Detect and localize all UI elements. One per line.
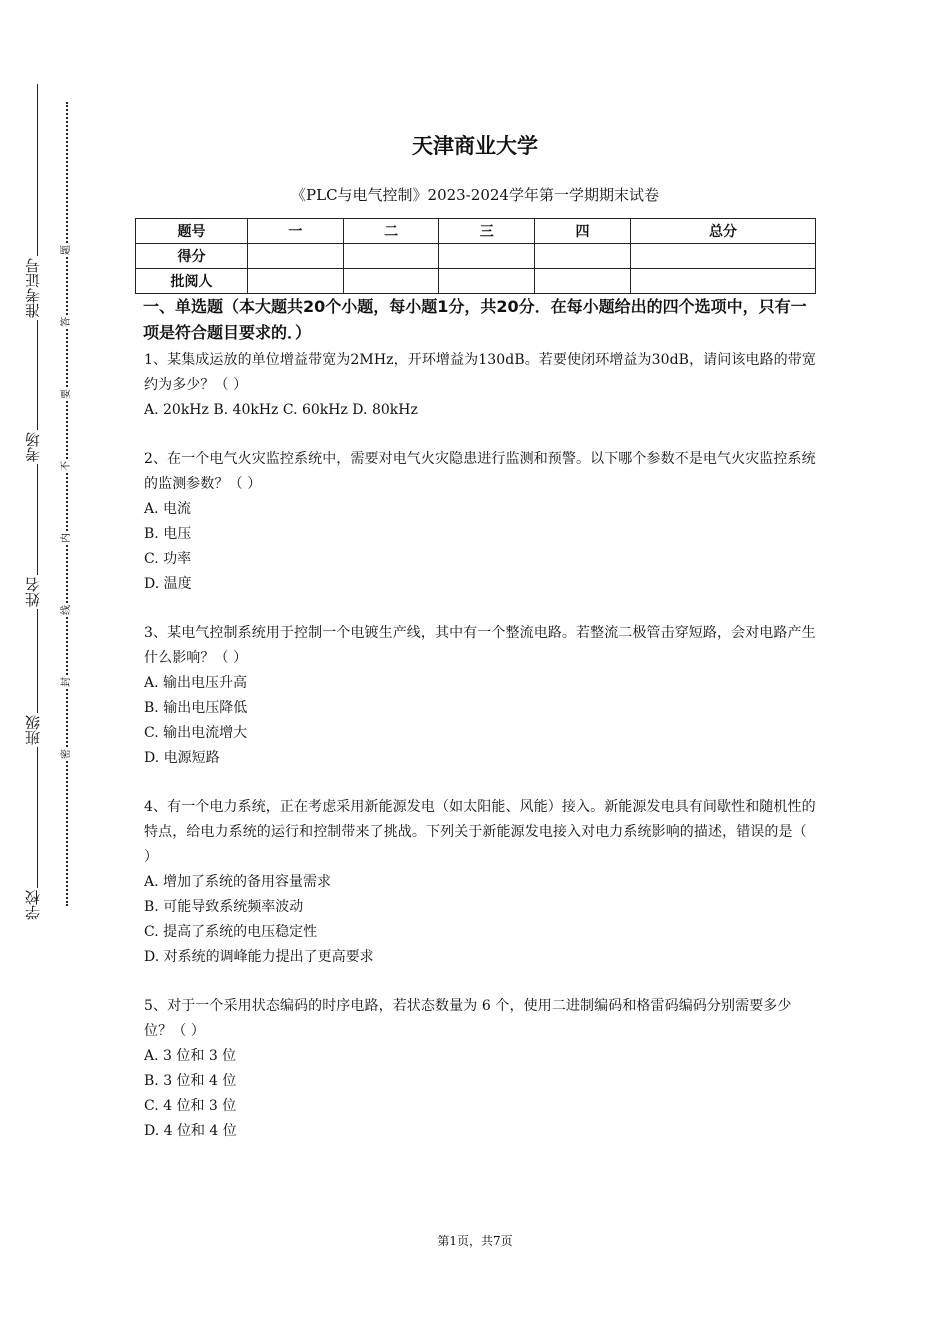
page-number: 第1页，共7页 — [437, 1234, 513, 1248]
table-header-cell: 总分 — [630, 219, 815, 244]
field-name-label: 姓名 — [22, 575, 52, 609]
score-cell[interactable] — [535, 244, 631, 269]
section-heading: 一、单选题（本大题共20个小题，每小题1分，共20分．在每小题给出的四个选项中，只有一项是符合题目要求的．） — [143, 297, 807, 342]
seal-char: 内 — [61, 533, 72, 543]
option-b: B. 输出电压降低 — [144, 700, 248, 716]
question-stem: 2、在一个电气火灾监控系统中，需要对电气火灾隐患进行监测和预警。以下哪个参数不是电气火灾监控系统的监测参数？（ ） — [144, 451, 816, 492]
score-table-header-row — [136, 219, 816, 244]
option-c: C. 提高了系统的电压稳定性 — [144, 924, 318, 940]
option-c: C. 4 位和 3 位 — [144, 1098, 237, 1114]
exam-subtitle: 《PLC与电气控制》2023-2024学年第一学期期末试卷 — [291, 186, 659, 204]
seal-char: 线 — [61, 605, 72, 615]
page-title: 天津商业大学 — [412, 134, 538, 158]
reviewer-row — [136, 269, 816, 294]
question-2 — [144, 447, 816, 597]
question-options: A. 20kHz B. 40kHz C. 60kHz D. 80kHz — [144, 402, 418, 418]
seal-char: 不 — [61, 461, 72, 471]
seal-char: 封 — [61, 677, 72, 687]
option-a: A. 3 位和 3 位 — [144, 1048, 237, 1064]
score-cell[interactable] — [439, 244, 535, 269]
seal-char: 密 — [61, 749, 72, 759]
option-a: A. 输出电压升高 — [144, 675, 248, 691]
reviewer-cell[interactable] — [343, 269, 439, 294]
field-exam-id-label: 准考证号 — [22, 256, 52, 320]
question-stem: 5、对于一个采用状态编码的时序电路，若状态数量为 6 个，使用二进制编码和格雷码编码分别需要多少位？（ ） — [144, 998, 792, 1039]
question-1 — [144, 348, 816, 423]
question-stem: 1、某集成运放的单位增益带宽为2MHz，开环增益为130dB。若要使闭环增益为30dB，请问该电路的带宽约为多少？（ ） — [144, 352, 816, 393]
seal-char: 答 — [61, 317, 72, 327]
binding-line — [37, 84, 38, 920]
question-4 — [144, 795, 816, 970]
table-header-cell: 二 — [343, 219, 439, 244]
question-stem: 4、有一个电力系统，正在考虑采用新能源发电（如太阳能、风能）接入。新能源发电具有间歇性和随机性的特点，给电力系统的运行和控制带来了挑战。下列关于新能源发电接入对电力系统影响的描述，错误的是（ ） — [144, 799, 816, 865]
field-exam-room-label: 考场 — [22, 430, 52, 464]
seal-char: 要 — [61, 389, 72, 399]
reviewer-cell[interactable] — [535, 269, 631, 294]
table-header-cell: 题号 — [136, 219, 248, 244]
seal-dotted-line — [66, 102, 68, 906]
score-row — [136, 244, 816, 269]
option-a: A. 增加了系统的备用容量需求 — [144, 874, 332, 890]
reviewer-cell[interactable] — [248, 269, 344, 294]
option-d: D. 电源短路 — [144, 750, 220, 766]
seal-char: 题 — [61, 245, 72, 255]
table-header-cell: 一 — [248, 219, 344, 244]
row-label: 得分 — [136, 244, 248, 269]
question-3 — [144, 621, 816, 771]
reviewer-cell[interactable] — [630, 269, 815, 294]
question-stem: 3、某电气控制系统用于控制一个电镀生产线，其中有一个整流电路。若整流二极管击穿短路，会对电路产生什么影响？（ ） — [144, 625, 816, 666]
table-header-cell: 三 — [439, 219, 535, 244]
field-school-label: 学校 — [22, 888, 52, 922]
option-d: D. 4 位和 4 位 — [144, 1123, 237, 1139]
option-b: B. 3 位和 4 位 — [144, 1073, 237, 1089]
exam-content — [144, 294, 816, 1144]
option-d: D. 对系统的调峰能力提出了更高要求 — [144, 949, 374, 965]
field-class-label: 班级 — [22, 713, 52, 747]
reviewer-cell[interactable] — [439, 269, 535, 294]
question-5 — [144, 994, 816, 1144]
score-cell[interactable] — [248, 244, 344, 269]
option-a: A. 电流 — [144, 501, 192, 517]
score-cell[interactable] — [630, 244, 815, 269]
option-c: C. 输出电流增大 — [144, 725, 248, 741]
score-table — [135, 218, 816, 294]
row-label: 批阅人 — [136, 269, 248, 294]
score-cell[interactable] — [343, 244, 439, 269]
option-b: B. 电压 — [144, 526, 192, 542]
option-b: B. 可能导致系统频率波动 — [144, 899, 304, 915]
option-c: C. 功率 — [144, 551, 192, 567]
option-d: D. 温度 — [144, 576, 192, 592]
table-header-cell: 四 — [535, 219, 631, 244]
